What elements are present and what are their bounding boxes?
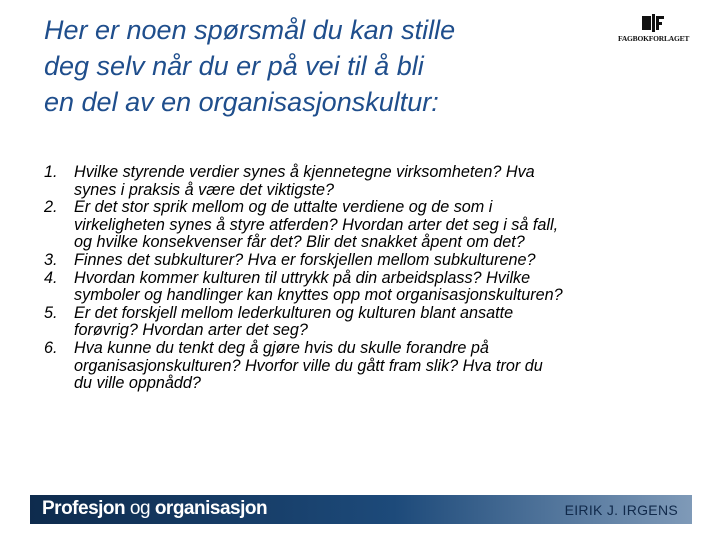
item-line: Hvilke styrende verdier synes å kjennetegne virksomheten? Hva <box>74 163 535 181</box>
list-item <box>44 199 694 252</box>
item-number: 1. <box>44 163 58 181</box>
book-title <box>42 498 267 520</box>
item-number: 3. <box>44 250 58 269</box>
item-line: Er det stor sprik mellom og de uttalte verdiene og de som i <box>74 198 493 217</box>
slide-title-line: en del av en organisasjonskultur: <box>44 87 439 117</box>
book-title-part: Profesjon <box>42 498 126 519</box>
footer-bar <box>30 495 692 524</box>
item-number: 4. <box>44 268 58 287</box>
publisher-name: FAGBOKFORLAGET <box>618 34 690 43</box>
item-number: 5. <box>44 303 58 322</box>
item-line: symboler og handlinger kan knyttes opp mot organisasjonskulturen? <box>74 286 563 305</box>
item-line: Hvordan kommer kulturen til uttrykk på din arbeidsplass? Hvilke <box>74 268 531 287</box>
item-line: og hvilke konsekvenser får det? Blir det snakket åpent om det? <box>74 233 525 252</box>
book-logo-icon <box>642 14 664 32</box>
list-item <box>44 340 694 393</box>
item-line: virkeligheten synes å styre atferden? Hvordan arter det seg i så fall, <box>74 215 559 234</box>
question-list <box>44 164 694 393</box>
item-line: Finnes det subkulturer? Hva er forskjellen mellom subkulturene? <box>74 250 536 269</box>
slide-title-line: Her er noen spørsmål du kan stille <box>44 15 456 45</box>
list-item <box>44 305 694 340</box>
item-line: organisasjonskulturen? Hvorfor ville du gått fram slik? Hva tror du <box>74 356 543 375</box>
publisher-logo <box>618 14 688 48</box>
list-item <box>44 164 694 199</box>
book-title-part: og <box>129 498 151 519</box>
item-line: du ville oppnådd? <box>74 374 201 393</box>
slide-title <box>44 12 604 120</box>
item-number: 2. <box>44 198 58 217</box>
item-line: Hva kunne du tenkt deg å gjøre hvis du skulle forandre på <box>74 338 489 357</box>
item-line: synes i praksis å være det viktigste? <box>74 180 335 199</box>
item-line: Er det forskjell mellom lederkulturen og kulturen blant ansatte <box>74 303 514 322</box>
list-item <box>44 270 694 305</box>
item-number: 6. <box>44 338 58 357</box>
list-item <box>44 252 694 270</box>
book-title-part: organisasjon <box>154 498 268 519</box>
author-name: EIRIK J. IRGENS <box>564 502 678 518</box>
slide-title-line: deg selv når du er på vei til å bli <box>44 51 424 81</box>
item-line: forøvrig? Hvordan arter det seg? <box>74 321 308 340</box>
